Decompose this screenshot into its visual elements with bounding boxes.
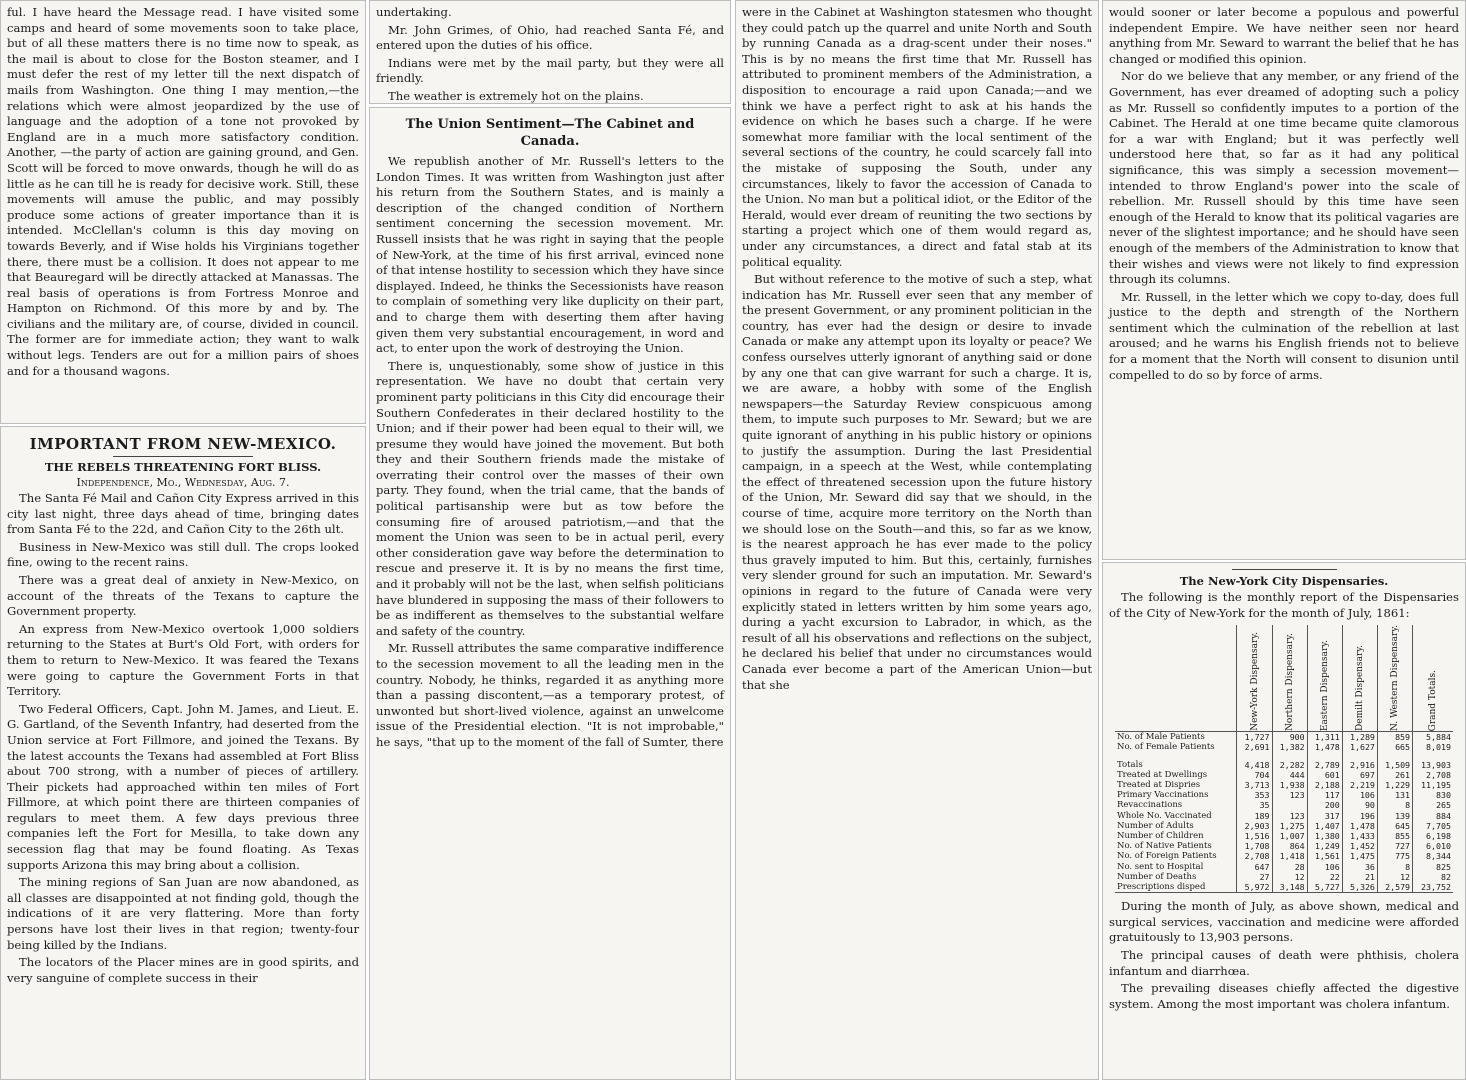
headline-dispensaries: The New-York City Dispensaries. [1179, 574, 1389, 588]
table-cell: 3,148 [1272, 882, 1307, 893]
dispensaries-intro: The following is the monthly report of the Dispensaries of the City of New-York for the month of July, 1861: [1109, 590, 1459, 620]
table-cell: 1,311 [1307, 732, 1342, 743]
clipping-union-sentiment [369, 107, 731, 1080]
table-row [1115, 732, 1453, 743]
clipping-letter-continuation [0, 0, 366, 424]
table-cell: 23,752 [1413, 882, 1453, 893]
table-cell: 775 [1377, 851, 1412, 861]
table-cell: 3,713 [1237, 780, 1272, 790]
row-label: No. of Foreign Patients [1117, 851, 1217, 862]
paragraph: Mr. Russell attributes the same comparative indifference to the secession movement to all the leading men in the country. Nobody, he thinks, regarded it as anything more than a passing discontent,—as a temporary protest, of unwonted but short-lived violence, against an unwelcome issue of the Presidential election. "It is not improbable," he says, "that up to the moment of the fall of Sumter, there [376, 641, 724, 749]
table-cell: 1,249 [1307, 841, 1342, 851]
paragraph: But without reference to the motive of such a step, what indication has Mr. Russell ever seen that any member of the present Government, or any prominent politician in the country, has ever had the design or desire to invade Canada or make any attempt upon its loyalty or peace? We confess ourselves utterly ignorant of anything said or done by any one that can give warrant for such a charge. It is, we are aware, a hobby with some of the English newspapers—the Saturday Review conspicuous among them, to impute such purposes to Mr. Seward; but we are quite ignorant of anything in his public history or opinions to justify the assumption. During the last Presidential campaign, in a speech at the West, while contemplating the effect of threatened secession upon the future history of the Union, Mr. Seward did say that we should, in the course of time, acquire more territory on the North than we should lose on the South—and this, so far as we know, is the nearest approach he has ever made to the policy thus gravely imputed to him. But this, certainly, furnishes very slender ground for such an imputation. Mr. Seward's opinions in regard to the future of Canada were very explicitly stated in letters written by him some years ago, during a yacht excursion to Labrador, in which, as the result of all his observations and reflections on the subject, he declared his belief that under no circumstances would Canada ever become a part of the American Union—but that she [742, 272, 1092, 692]
row-label: Primary Vaccinations [1117, 790, 1209, 801]
table-row [1115, 811, 1453, 821]
table-column-header [1272, 625, 1307, 732]
table-cell: 825 [1413, 862, 1453, 872]
table-cell: 1,478 [1342, 821, 1377, 831]
subhead-fort-bliss: THE REBELS THREATENING FORT BLISS. [44, 460, 322, 474]
table-cell: 2,188 [1307, 780, 1342, 790]
table-cell: 2,219 [1342, 780, 1377, 790]
row-label: Prescriptions disped [1115, 882, 1237, 893]
paragraph: An express from New-Mexico overtook 1,000 soldiers returning to the States at Burt's Old Fort, with orders for them to return to New-Mexico. It was feared the Texans were going to capture the Government Forts in that Territory. [7, 621, 359, 699]
table-cell: 1,938 [1272, 780, 1307, 790]
table-cell: 830 [1413, 790, 1453, 800]
table-cell: 704 [1237, 770, 1272, 780]
table-cell: 12 [1377, 872, 1412, 882]
table-cell: 139 [1377, 811, 1412, 821]
paragraph: During the month of July, as above shown, medical and surgical services, vaccination and medicine were afforded gratuitously to 13,903 persons. [1109, 899, 1459, 945]
table-cell: 1,627 [1342, 742, 1377, 752]
column-header-label: N. Western Dispensary. [1390, 625, 1400, 732]
table-spacer-cell [1413, 753, 1453, 760]
row-label: No. of Female Patients [1117, 742, 1215, 753]
table-cell: 859 [1377, 732, 1412, 743]
paragraph: undertaking. [376, 5, 452, 19]
table-spacer-cell [1272, 753, 1307, 760]
clipping-cabinet-and-canada [735, 0, 1099, 1080]
table-row [1115, 831, 1453, 841]
paragraph: were in the Cabinet at Washington statesmen who thought they could patch up the quarrel and unite North and South by running Canada as a drag-scent under their noses." This is by no means the first time that Mr. Russell has attributed to prominent members of the Administration, a disposition to encourage a raid upon Canada;—and we think we have a perfect right to ask at his hands the evidence on which he bases such a charge. If he were somewhat more familiar with the local sentiment of the several sections of the country, he could scarcely fall into the mistake of supposing the South, under any circumstances, likely to favor the accession of Canada to the Union. No man but a political idiot, or the Editor of the Herald, would ever dream of reuniting the two sections by starting a project which one of them would regard as, under any circumstances, a direct and fatal stab at its political equality. [742, 5, 1092, 269]
table-header-row [1115, 625, 1453, 732]
table-cell [1272, 800, 1307, 810]
union-sentiment-body [376, 154, 724, 751]
table-row [1115, 760, 1453, 770]
table-cell: 265 [1413, 800, 1453, 810]
table-spacer-row [1115, 753, 1453, 760]
table-cell: 645 [1377, 821, 1412, 831]
table-cell: 1,516 [1237, 831, 1272, 841]
table-cell: 1,433 [1342, 831, 1377, 841]
table-cell: 196 [1342, 811, 1377, 821]
table-column-header [1307, 625, 1342, 732]
clipping-new-mexico-continued [369, 0, 731, 104]
table-cell: 6,198 [1413, 831, 1453, 841]
table-row [1115, 790, 1453, 800]
table-spacer-cell [1377, 753, 1412, 760]
paragraph: There is, unquestionably, some show of justice in this representation. We have no doubt that certain very prominent party politicians in this City did encourage their Southern Confederates in their declared hostility to the Union; and if their power had been equal to their will, we presume they would have joined the movement. But both they and their Southern friends made the mistake of overrating their control over the masses of their own party. They found, when the trial came, that the bands of political partisanship were but as tow before the consuming fire of aroused patriotism,—and that the moment the Union was seen to be in actual peril, every other consideration gave way before the determination to rescue and preserve it. It is by no means the first time, and it probably will not be the last, when selfish politicians have blundered in supposing the mass of their followers to be as indifferent as themselves to the substantial welfare and safety of the country. [376, 358, 724, 638]
table-cell: 1,475 [1342, 851, 1377, 861]
table-cell: 8 [1377, 862, 1412, 872]
table-row [1115, 882, 1453, 893]
table-cell: 1,452 [1342, 841, 1377, 851]
table-cell: 697 [1342, 770, 1377, 780]
table-row [1115, 780, 1453, 790]
table-column-header [1377, 625, 1412, 732]
table-row [1115, 862, 1453, 872]
paragraph: We republish another of Mr. Russell's letters to the London Times. It was written from Washington just after his return from the Southern States, and is mainly a description of the changed condition of Northern sentiment concerning the secession movement. Mr. Russell insists that he was right in saying that the people of New-York, at the time of his first arrival, evinced none of that intense hostility to secession which they have since displayed. Indeed, he thinks the Secessionists have reason to complain of something very like duplicity on their part, and to charge them with deserting them after having given them very substantial encouragement, in word and act, to enter upon the work of destroying the Union. [376, 154, 724, 356]
table-cell: 21 [1342, 872, 1377, 882]
table-cell: 5,326 [1342, 882, 1377, 893]
row-label: Treated at Dwellings [1117, 769, 1208, 780]
table-cell: 90 [1342, 800, 1377, 810]
paragraph: Two Federal Officers, Capt. John M. James, and Lieut. E. G. Gartland, of the Seventh Infantry, had deserted from the Union service at Fort Fillmore, and joined the Texans. By the latest accounts the Texans had assembled at Fort Bliss about 700 strong, with a number of pieces of artillery. Their pickets had approached within ten miles of Fort Fillmore, at which point there are thirteen companies of regulars to meet them. A few days previous three companies left the Fort for Mesilla, to take down any secession flag that may be found floating. As Texas supports Arizona this may bring about a collision. [7, 701, 359, 872]
row-label: Number of Adults [1117, 820, 1194, 831]
table-cell: 855 [1377, 831, 1412, 841]
table-cell: 1,708 [1237, 841, 1272, 851]
table-cell: 601 [1307, 770, 1342, 780]
table-cell: 2,708 [1413, 770, 1453, 780]
table-cell: 5,727 [1307, 882, 1342, 893]
letter-body [7, 5, 359, 379]
table-cell: 2,282 [1272, 760, 1307, 770]
paragraph: The mining regions of San Juan are now abandoned, as all classes are disappointed at not finding gold, though the indications of it are very flattering. More than forty persons have lost their lives in that region; twenty-four being killed by the Indians. [7, 875, 359, 952]
paragraph: Mr. Russell, in the letter which we copy to-day, does full justice to the depth and strength of the Northern sentiment which the culmination of the rebellion at last aroused; and he warns his English friends not to believe for a moment that the North will consent to disunion until compelled to do so by force of arms. [1109, 289, 1459, 382]
clipping-dispensaries [1102, 562, 1466, 1080]
table-spacer-cell [1237, 753, 1272, 760]
table-cell: 1,289 [1342, 732, 1377, 743]
column-header-label: Grand Totals. [1428, 669, 1439, 732]
headline-new-mexico: IMPORTANT FROM NEW-MEXICO. [29, 435, 337, 453]
clipping-new-mexico [0, 426, 366, 1080]
paragraph: Mr. John Grimes, of Ohio, had reached Santa Fé, and entered upon the duties of his office. [376, 22, 724, 53]
row-label: No. of Male Patients [1117, 732, 1205, 743]
paragraph: The principal causes of death were phthisis, cholera infantum and diarrhœa. [1109, 948, 1459, 978]
table-cell: 123 [1272, 790, 1307, 800]
divider-rule [113, 456, 254, 457]
table-cell: 6,010 [1413, 841, 1453, 851]
new-mexico-continued-body [376, 5, 724, 104]
table-row [1115, 800, 1453, 810]
row-label: Totals [1117, 759, 1143, 770]
table-row [1115, 742, 1453, 752]
table-spacer-cell [1115, 753, 1237, 760]
row-label: Number of Deaths [1117, 871, 1197, 882]
row-label: Treated at Dispries [1117, 780, 1201, 791]
table-cell: 28 [1272, 862, 1307, 872]
table-column-header [1413, 625, 1453, 732]
table-cell: 2,916 [1342, 760, 1377, 770]
table-cell: 353 [1237, 790, 1272, 800]
table-row [1115, 851, 1453, 861]
paragraph: The locators of the Placer mines are in good spirits, and very sanguine of complete success in their [7, 955, 359, 985]
table-cell: 13,903 [1413, 760, 1453, 770]
table-cell: 1,382 [1272, 742, 1307, 752]
clipping-seward-opinion [1102, 0, 1466, 560]
table-cell: 106 [1342, 790, 1377, 800]
headline-union-sentiment: The Union Sentiment—The Cabinet and Canada. [405, 117, 695, 149]
paragraph: There was a great deal of anxiety in New-Mexico, on account of the threats of the Texans to capture the Government property. [7, 572, 359, 619]
table-spacer-cell [1342, 753, 1377, 760]
table-cell: 8 [1377, 800, 1412, 810]
table-cell: 131 [1377, 790, 1412, 800]
table-cell: 2,903 [1237, 821, 1272, 831]
paragraph: The weather is extremely hot on the plains. [388, 88, 644, 103]
paragraph: The prevailing diseases chiefly affected the digestive system. Among the most important was cholera infantum. [1109, 981, 1459, 1011]
table-cell: 2,789 [1307, 760, 1342, 770]
paragraph: would sooner or later become a populous and powerful independent Empire. We have neither seen nor heard anything from Mr. Seward to warrant the belief that he has changed or modified this opinion. [1109, 5, 1459, 66]
table-cell: 5,884 [1413, 732, 1453, 743]
canada-body [742, 5, 1092, 693]
column-header-label: Northern Dispensary. [1284, 633, 1295, 732]
table-cell: 1,407 [1307, 821, 1342, 831]
table-row [1115, 770, 1453, 780]
table-column-header [1237, 625, 1272, 732]
table-cell: 1,418 [1272, 851, 1307, 861]
table-cell: 36 [1342, 862, 1377, 872]
paragraph: Indians were met by the mail party, but they were all friendly. [376, 55, 724, 86]
table-cell: 35 [1237, 800, 1272, 810]
table-cell: 5,972 [1237, 882, 1272, 893]
table-cell: 4,418 [1237, 760, 1272, 770]
table-cell: 22 [1307, 872, 1342, 882]
dispensary-table [1115, 625, 1453, 893]
table-cell: 1,478 [1307, 742, 1342, 752]
table-cell: 7,705 [1413, 821, 1453, 831]
row-label: Revaccinations [1117, 800, 1183, 811]
table-cell: 1,380 [1307, 831, 1342, 841]
table-cell: 2,708 [1237, 851, 1272, 861]
table-column-header [1342, 625, 1377, 732]
table-cell: 1,727 [1237, 732, 1272, 743]
new-mexico-body [7, 491, 359, 986]
table-cell: 106 [1307, 862, 1342, 872]
column-header-label: Eastern Dispensary. [1319, 640, 1330, 732]
table-spacer-cell [1307, 753, 1342, 760]
dispensaries-body [1109, 899, 1459, 1012]
table-cell: 11,195 [1413, 780, 1453, 790]
table-label-header [1115, 625, 1237, 732]
table-cell: 665 [1377, 742, 1412, 752]
table-row [1115, 821, 1453, 831]
row-label: Whole No. Vaccinated [1117, 810, 1212, 821]
table-cell: 864 [1272, 841, 1307, 851]
table-cell: 900 [1272, 732, 1307, 743]
seward-body [1109, 5, 1459, 383]
table-cell: 261 [1377, 770, 1412, 780]
table-cell: 117 [1307, 790, 1342, 800]
table-cell: 2,691 [1237, 742, 1272, 752]
column-header-label: Demilt Dispensary. [1354, 645, 1365, 732]
table-cell: 444 [1272, 770, 1307, 780]
table-cell: 8,019 [1413, 742, 1453, 752]
table-row [1115, 841, 1453, 851]
paragraph: The Santa Fé Mail and Cañon City Express arrived in this city last night, three days ahead of time, bringing dates from Santa Fé to the 22d, and Cañon City to the 26th ult. [7, 491, 359, 537]
table-cell: 2,579 [1377, 882, 1412, 893]
paragraph: Nor do we believe that any member, or any friend of the Government, has ever dreamed of adopting such a policy as Mr. Russell so confidently imputes to a portion of the Cabinet. The Herald at one time became quite clamorous for a war with England; but it was perfectly well understood here that, so far as it had any political significance, this was simply a secession movement—intended to throw England's power into the scale of rebellion. Mr. Russell should by this time have seen enough of the Herald to know that its political vagaries are never of the slightest importance; and he should have seen enough of the members of the Administration to know that their wishes and views were not likely to find expression through its columns. [1109, 69, 1459, 287]
table-cell: 200 [1307, 800, 1342, 810]
table-cell: 1,509 [1377, 760, 1412, 770]
row-label: No. of Native Patients [1117, 841, 1212, 852]
table-row [1115, 872, 1453, 882]
dateline: Independence, Mo., Wednesday, Aug. 7. [76, 476, 290, 489]
row-label: Number of Children [1117, 831, 1204, 842]
column-header-label: New-York Dispensary. [1249, 632, 1260, 732]
table-cell: 189 [1237, 811, 1272, 821]
table-cell: 82 [1413, 872, 1453, 882]
table-cell: 1,561 [1307, 851, 1342, 861]
table-cell: 123 [1272, 811, 1307, 821]
paragraph: ful. I have heard the Message read. I have visited some camps and heard of some movements soon to take place, but of all these matters there is no time now to speak, as the mail is about to close for the Boston steamer, and I must defer the rest of my letter till the next dispatch of mails from Washington. One thing I may mention,—the relations which were almost jeopardized by the use of language and the adoption of a tone not provoked by England are in a much more satisfactory condition. Another, —the party of action are gaining ground, and Gen. Scott will be forced to move onwards, though he will do as little as he can till he is ready for decisive work. Still, these movements will amuse the public, and may possibly produce some actions of greater importance than it is intended. McClellan's column is this day moving on towards Beverly, and if Wise holds his Virginians together there, there must be a collision. It does not appear to me that Beauregard will be directly attacked at Manassas. The real basis of operations is from Fortress Monroe and Hampton on Richmond. Of this more by and by. The civilians and the military are, of course, divided in council. The former are for immediate action; they want to walk without legs. Tenders are out for a million pairs of shoes and for a thousand wagons. [7, 5, 359, 378]
row-label: No. sent to Hospital [1117, 861, 1204, 872]
divider-rule [1232, 569, 1337, 570]
table-cell: 27 [1237, 872, 1272, 882]
table-cell: 647 [1237, 862, 1272, 872]
table-cell: 1,229 [1377, 780, 1412, 790]
table-cell: 1,007 [1272, 831, 1307, 841]
table-cell: 8,344 [1413, 851, 1453, 861]
table-cell: 1,275 [1272, 821, 1307, 831]
table-cell: 727 [1377, 841, 1412, 851]
paragraph: Business in New-Mexico was still dull. The crops looked fine, owing to the recent rains. [7, 539, 359, 570]
table-cell: 317 [1307, 811, 1342, 821]
table-cell: 884 [1413, 811, 1453, 821]
table-cell: 12 [1272, 872, 1307, 882]
